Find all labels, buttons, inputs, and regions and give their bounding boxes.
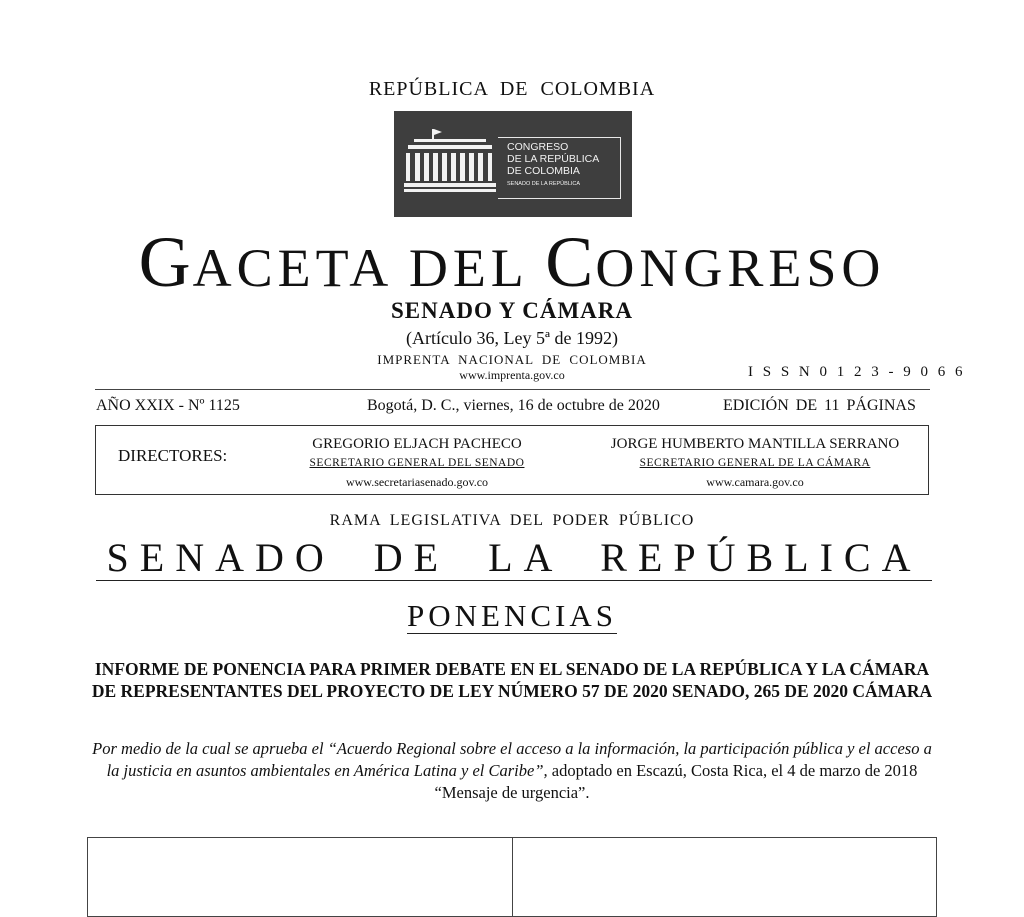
legal-reference: (Artículo 36, Ley 5ª de 1992) — [406, 328, 618, 348]
directors-label: DIRECTORES: — [118, 446, 228, 465]
edition-pages: EDICIÓN DE 11 PÁGINAS — [723, 397, 916, 414]
branch-heading: RAMA LEGISLATIVA DEL PODER PÚBLICO — [329, 512, 695, 529]
title-part: ONGRESO — [595, 238, 886, 298]
logo-text — [507, 141, 599, 188]
publication-title — [0, 220, 1024, 310]
description-plain: adoptado en Escazú, Costa Rica, el 4 de marzo de 2018 “Mensaje de urgencia”. — [434, 761, 918, 802]
country-heading: REPÚBLICA DE COLOMBIA — [368, 78, 656, 100]
director-role: SECRETARIO GENERAL DEL SENADO — [309, 457, 525, 469]
logo-line: DE LA REPÚBLICA — [507, 153, 600, 165]
congress-logo — [394, 111, 632, 217]
chamber-heading: SENADO DE LA REPÚBLICA — [96, 536, 932, 581]
divider — [95, 389, 930, 390]
director-chamber — [610, 436, 900, 490]
director-url: www.secretariasenado.gov.co — [345, 475, 489, 489]
director-name: GREGORIO ELJACH PACHECO — [312, 436, 522, 452]
printer-name: IMPRENTA NACIONAL DE COLOMBIA — [377, 352, 647, 367]
printer-url: www.imprenta.gov.co — [459, 368, 565, 382]
article-title: INFORME DE PONENCIA PARA PRIMER DEBATE EN EL SENADO DE LA REPÚBLICA Y LA CÁMARA DE REPRESENTANTES DEL PROYECTO DE LEY NÚMERO 57 DE 2020 SENADO, 265 DE 2020 CÁMARA — [91, 659, 933, 701]
section-heading-text: PONENCIAS — [407, 598, 617, 633]
description-italic: Por medio de la cual se aprueba el “Acuerdo Regional sobre el acceso a la información, la participación pública y el acceso a la justicia en asuntos ambientales en América Latina y el Caribe”, — [92, 739, 932, 780]
title-initial: C — [545, 222, 596, 302]
table-column-divider — [512, 837, 513, 917]
director-name: JORGE HUMBERTO MANTILLA SERRANO — [610, 436, 900, 452]
title-part: ACETA DEL — [192, 238, 546, 298]
issue-date: Bogotá, D. C., viernes, 16 de octubre de 2020 — [367, 397, 660, 414]
logo-line: CONGRESO — [507, 141, 569, 153]
issn-number: I S S N 0 1 2 3 - 9 0 6 6 — [748, 364, 966, 380]
director-url: www.camara.gov.co — [706, 475, 804, 489]
title-initial: G — [138, 222, 193, 302]
director-senate — [292, 436, 542, 490]
logo-line: DE COLOMBIA — [507, 165, 580, 177]
logo-subline: SENADO DE LA REPÚBLICA — [507, 181, 581, 187]
section-heading — [0, 598, 1024, 634]
director-role: SECRETARIO GENERAL DE LA CÁMARA — [639, 457, 871, 469]
article-description — [92, 738, 932, 804]
publication-subtitle: SENADO Y CÁMARA — [390, 298, 633, 323]
issue-number: AÑO XXIX - Nº 1125 — [96, 397, 240, 414]
capitol-building-icon — [404, 125, 496, 203]
